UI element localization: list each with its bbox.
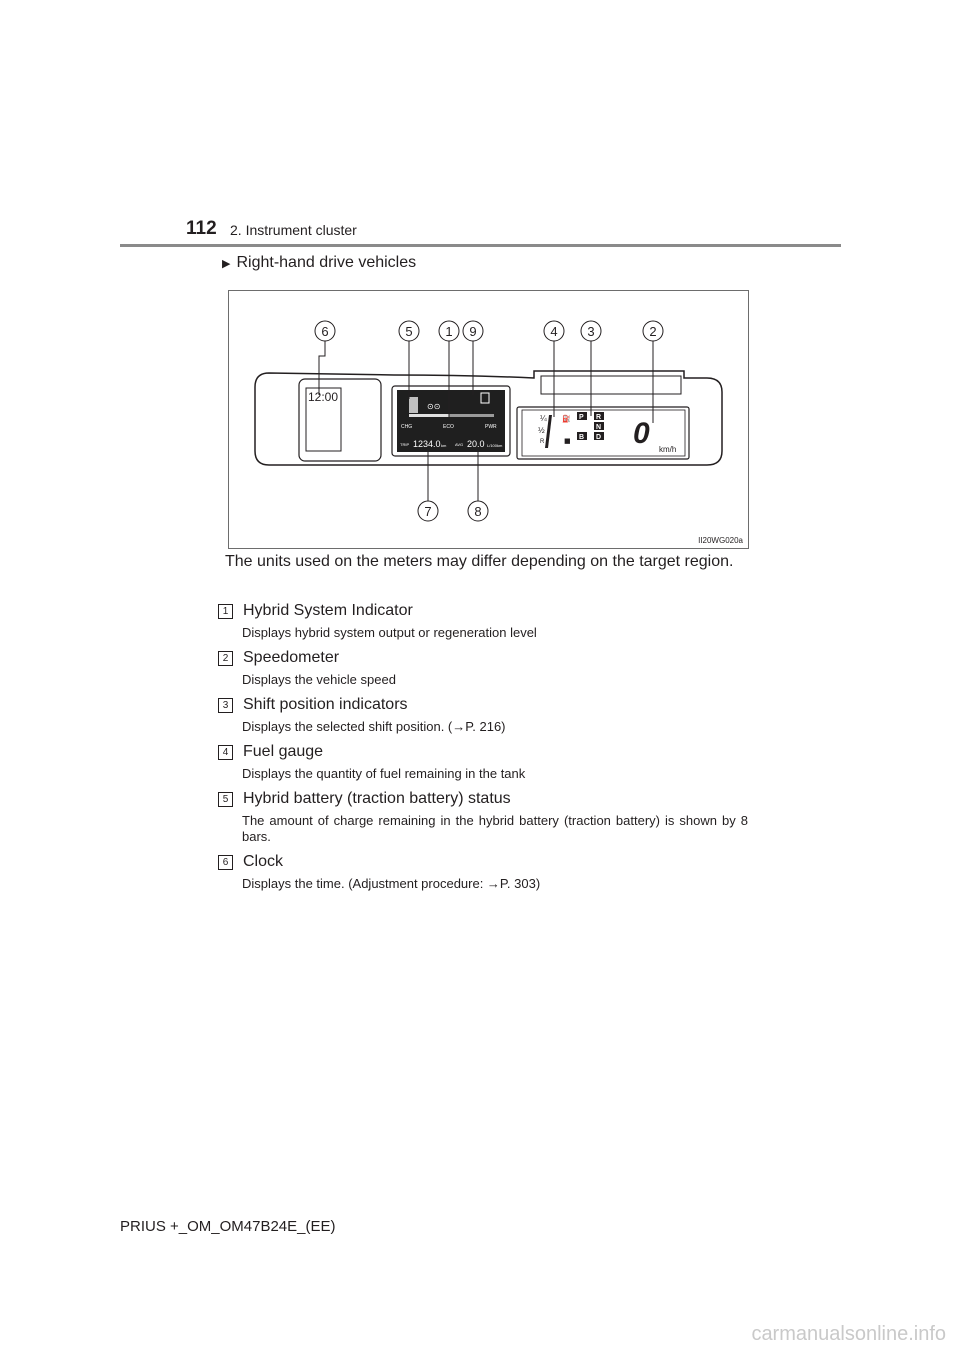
- trip-label: TRIP: [400, 442, 410, 447]
- item-list: [218, 600, 748, 898]
- item-title: Clock: [243, 853, 284, 870]
- list-item: [218, 788, 748, 845]
- item-title: Hybrid System Indicator: [243, 602, 413, 619]
- list-item: [218, 851, 748, 892]
- item-number-badge: 2: [218, 651, 233, 666]
- vehicle-heading-text: Right-hand drive vehicles: [236, 254, 417, 271]
- watermark[interactable]: carmanualsonline.info: [751, 1323, 946, 1345]
- item-title: Speedometer: [243, 649, 340, 666]
- callout-5: [399, 321, 419, 341]
- callout-2: [643, 321, 663, 341]
- page-number: 112: [186, 218, 217, 239]
- callout-3: [581, 321, 601, 341]
- item-number-badge: 5: [218, 792, 233, 807]
- avg-label: AVG: [455, 442, 464, 447]
- shift-r: R: [596, 414, 602, 421]
- shift-d: D: [596, 434, 602, 441]
- instrument-cluster-figure: [228, 290, 749, 549]
- hybrid-label-pwr: PWR: [485, 424, 497, 430]
- item-title: Shift position indicators: [243, 696, 408, 713]
- fuel-pump-icon: ⛽: [562, 415, 571, 423]
- fuel-mark-half: ½: [538, 426, 545, 435]
- header-rule: [120, 244, 841, 247]
- fuel-tank-icon: ■: [564, 437, 571, 445]
- item-title: Hybrid battery (traction battery) status: [243, 790, 511, 807]
- item-description: Displays the selected shift position. (→P. 216): [242, 719, 506, 734]
- eco-car-icon: ⊙⊙: [427, 402, 441, 411]
- item-title: Fuel gauge: [243, 743, 324, 760]
- hybrid-label-eco: ECO: [443, 424, 454, 430]
- item-description: Displays hybrid system output or regeneration level: [242, 625, 537, 640]
- shift-n: N: [596, 424, 602, 431]
- item-number-badge: 1: [218, 604, 233, 619]
- fuel-mark-quarter: ¼: [540, 414, 547, 423]
- item-number-badge: 4: [218, 745, 233, 760]
- clock-display-text: 12:00: [308, 390, 339, 404]
- list-item: [218, 741, 748, 782]
- callout-6-label: 6: [321, 324, 329, 339]
- item-description: Displays the vehicle speed: [242, 672, 396, 687]
- callout-2-label: 2: [649, 324, 657, 339]
- callout-6: [315, 321, 335, 341]
- callout-9: [463, 321, 483, 341]
- trip-value: 1234.0: [413, 439, 441, 449]
- callout-7-label: 7: [424, 504, 432, 519]
- avg-value: 20.0: [467, 439, 485, 449]
- fuel-mark-r: R: [540, 439, 545, 445]
- list-item: [218, 600, 748, 641]
- list-item: [218, 694, 748, 735]
- hybrid-label-chg: CHG: [401, 424, 413, 430]
- triangle-bullet-icon: ▶: [222, 257, 231, 270]
- section-title: 2. Instrument cluster: [230, 222, 357, 238]
- instrument-cluster-illustration: [229, 291, 748, 548]
- item-description: The amount of charge remaining in the hybrid battery (traction battery) is shown by 8 bars.: [242, 813, 748, 844]
- trip-unit: km: [441, 443, 447, 448]
- callout-4: [544, 321, 564, 341]
- footer-document-code: PRIUS +_OM_OM47B24E_(EE): [120, 1218, 336, 1235]
- callout-5-label: 5: [405, 324, 413, 339]
- callout-8-label: 8: [474, 504, 482, 519]
- speed-value: 0: [633, 417, 650, 450]
- speed-unit: km/h: [659, 445, 677, 454]
- battery-bars: [409, 397, 418, 413]
- item-description: Displays the quantity of fuel remaining in the tank: [242, 766, 526, 781]
- shift-b: B: [579, 434, 585, 441]
- shift-position-indicators: [577, 412, 604, 441]
- item-number-badge: 3: [218, 698, 233, 713]
- callout-3-label: 3: [587, 324, 595, 339]
- shift-p: P: [579, 414, 584, 421]
- item-description: Displays the time. (Adjustment procedure: →P. 303): [242, 876, 541, 891]
- callout-7: [418, 501, 438, 521]
- callout-1: [439, 321, 459, 341]
- callout-8: [468, 501, 488, 521]
- callout-9-label: 9: [469, 324, 477, 339]
- vehicle-heading: [222, 254, 416, 272]
- upper-slot: [541, 376, 681, 394]
- callout-4-label: 4: [550, 324, 558, 339]
- figure-code: II20WG020a: [698, 536, 743, 545]
- hybrid-indicator-bar-fill: [409, 414, 449, 417]
- item-number-badge: 6: [218, 855, 233, 870]
- avg-unit: L/100km: [487, 443, 503, 448]
- list-item: [218, 647, 748, 688]
- callout-1-label: 1: [445, 324, 453, 339]
- units-note: The units used on the meters may differ depending on the target region.: [225, 553, 734, 570]
